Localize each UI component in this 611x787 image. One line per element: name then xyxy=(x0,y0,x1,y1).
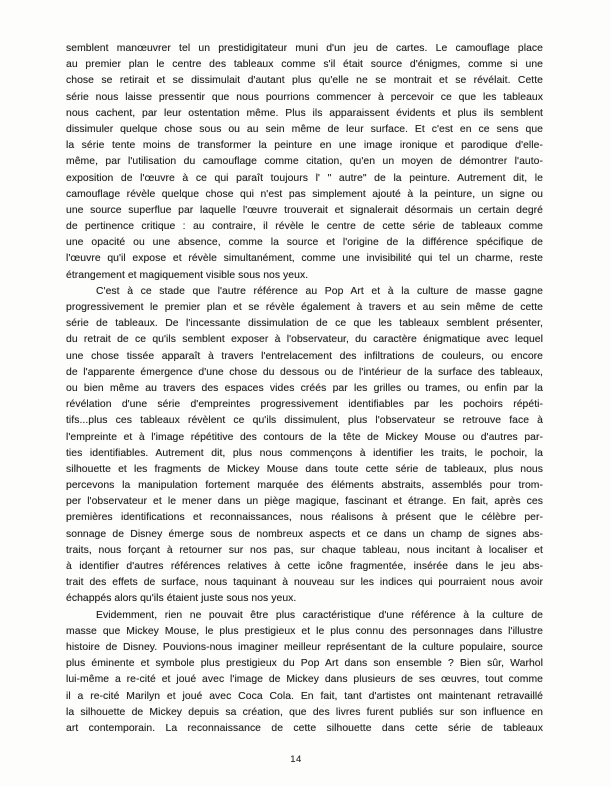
paragraph xyxy=(66,284,543,608)
text-line: une chose tissée apparaît à travers l'entrelacement des infiltrations de couleurs, ou encore xyxy=(66,350,543,362)
text-line: tifs...plus ces tableaux révèlent ce qu'ils dissimulent, plus l'observateur se retrouve face à xyxy=(66,415,543,427)
page-number: 14 xyxy=(290,754,302,765)
text-line: la silhouette de Mickey depuis sa création, que des livres furent publiés sur son influence en xyxy=(66,706,543,718)
text-line: percevons la manipulation fortement marquée des éléments abstraits, assemblés pour trom- xyxy=(66,480,543,492)
text-line: traits, nous forçant à retourner sur nos pas, sur chaque tableau, nous incitant à localiser et xyxy=(66,544,543,556)
text-line: même, par l'utilisation du camouflage comme citation, qu'en un moyen de démontrer l'auto- xyxy=(66,156,543,168)
text-line: art contemporain. La reconnaissance de cette silhouette dans cette série de tableaux xyxy=(66,722,543,734)
text-line: de l'apparente émergence d'une chose du dessous ou de l'intérieur de la surface des tableaux, xyxy=(66,366,543,378)
text-line: une source superflue par laquelle l'œuvre trouverait et signalerait désormais un certain degré xyxy=(66,204,543,216)
text-line: la série tente moins de transformer la peinture en une image ironique et parodique d'elle- xyxy=(66,140,543,152)
text-line: de pertinence critique : au contraire, il révèle le centre de cette série de tableaux comme xyxy=(66,221,543,233)
text-line: exposition de l'œuvre à ce qui paraît toujours l' " autre" de la peinture. Autrement dit, le xyxy=(66,172,543,184)
paragraph xyxy=(66,41,543,284)
text-line: histoire de Disney. Pouvions-nous imaginer meilleur représentant de la culture populaire, source xyxy=(66,641,543,653)
text-line: l'empreinte et à l'image répétitive des contours de la tête de Mickey Mouse ou d'autres par- xyxy=(66,431,543,443)
text-line: semblent manœuvrer tel un prestidigitateur muni d'un jeu de cartes. Le camouflage place xyxy=(66,43,543,54)
text-line: ou bien même au travers des espaces vides créés par les grilles ou trames, ou enfin par la xyxy=(66,382,543,394)
text-line: progressivement le premier plan et se révèle également à travers et au sein même de cette xyxy=(66,302,543,313)
page-text xyxy=(66,41,543,737)
text-line: per l'observateur et le mener dans un piège magique, fascinant et étrange. En fait, après ces xyxy=(66,496,543,508)
text-line: dissimuler quelque chose sous ou au sein même de leur surface. Et c'est en ce sens que xyxy=(66,123,543,135)
text-line: Evidemment, rien ne pouvait être plus caractéristique d'une référence à la culture de xyxy=(96,609,543,621)
text-line: lui-même a re-cité et joué avec l'image de Mickey dans plusieurs de ses œuvres, tout comme xyxy=(66,674,543,686)
text-line: silhouette et les fragments de Mickey Mouse dans toute cette série de tableaux, plus nous xyxy=(66,463,543,475)
text-line: série de tableaux. De l'incessante dissimulation de ce que les tableaux semblent présenter, xyxy=(66,318,543,330)
text-line: échappés alors qu'ils étaient juste sous nos yeux. xyxy=(66,593,297,605)
text-line: masse que Mickey Mouse, le plus prestigieux et le plus connu des personnages dans l'illustre xyxy=(66,625,543,637)
text-line: plus éminente et symbole plus prestigieux du Pop Art dans son ensemble ? Bien sûr, Warhol xyxy=(66,658,543,670)
text-line: premières identifications et reconnaissances, nous réalisons à présent que le célèbre per- xyxy=(66,512,543,524)
text-line: il a re-cité Marilyn et joué avec Coca Cola. En fait, tant d'artistes ont maintenant retravaillé xyxy=(66,690,543,702)
text-line: camouflage révèle quelque chose qui n'est pas simplement ajouté à la peinture, un signe ou xyxy=(66,188,543,200)
text-line: C'est à ce stade que l'autre référence au Pop Art et à la culture de masse gagne xyxy=(96,285,543,297)
text-line: révélation d'une série d'empreintes progressivement identifiables par les pochoirs répéti- xyxy=(66,399,543,411)
text-line: série nous laisse pressentir que nous pourrions commencer à percevoir ce que les tableaux xyxy=(66,91,543,103)
text-line: trait des effets de surface, nous taquinant à nouveau sur les indices qui pourraient nous avoir xyxy=(66,577,543,589)
text-line: nous cachent, par leur ostentation même. Plus ils apparaissent évidents et plus ils semblent xyxy=(66,107,543,119)
text-line: ties identifiables. Autrement dit, plus nous commençons à identifier les traits, le pochoir, la xyxy=(66,447,543,459)
text-line: au premier plan le centre des tableaux comme s'il était source d'énigmes, comme si une xyxy=(66,59,543,71)
text-line: à identifier d'autres références relatives à cette icône fragmentée, insérée dans le jeu abs- xyxy=(66,561,543,572)
text-line: étrangement et magiquement visible sous nos yeux. xyxy=(66,269,309,281)
text-line: chose se retirait et se dissimulait d'autant plus qu'elle ne se montrait et se révélait. Cette xyxy=(66,75,543,87)
text-line: sonnage de Disney émerge sous de nombreux aspects et ce dans un champ de signes abs- xyxy=(66,528,543,540)
paragraph xyxy=(66,608,543,738)
text-line: une opacité ou une absence, comme la source et l'origine de la différence spécifique de xyxy=(66,237,543,249)
text-line: l'œuvre qu'il expose et révèle simultanément, comme une invisibilité qui tel un charme, reste xyxy=(66,253,543,265)
text-line: du retrait de ce qu'ils semblent exposer à l'observateur, du caractère énigmatique avec lequel xyxy=(66,334,543,346)
